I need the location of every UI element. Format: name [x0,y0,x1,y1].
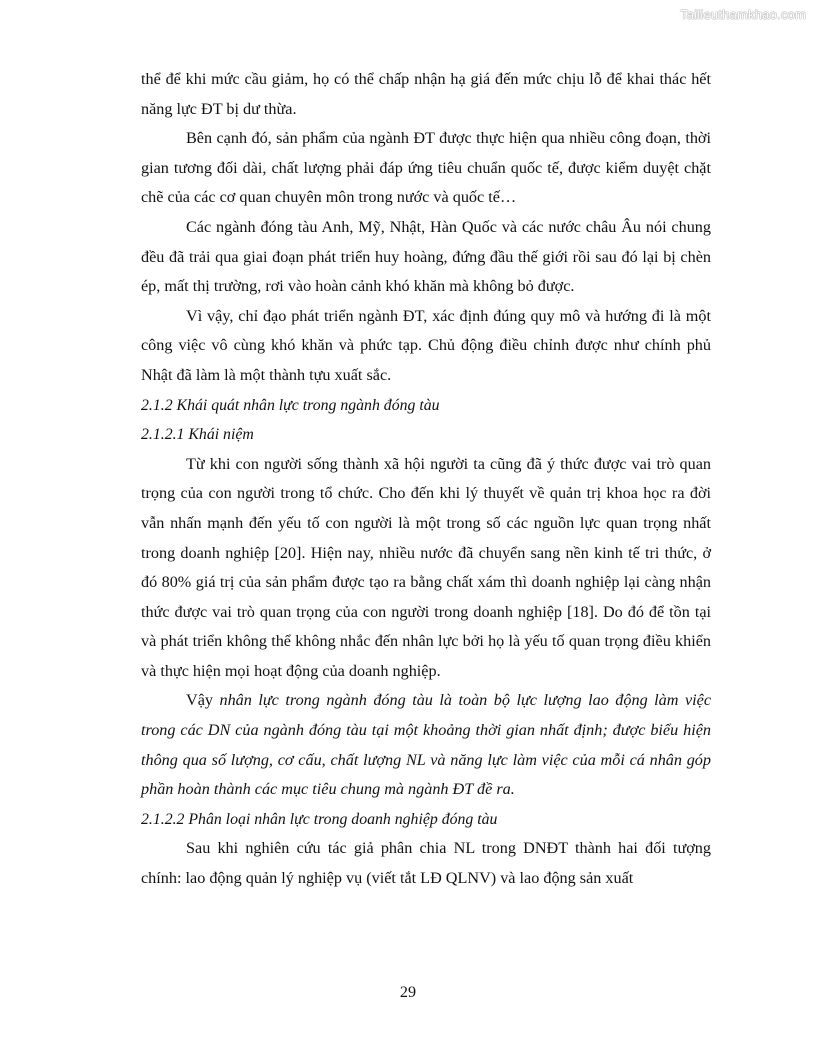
page-number: 29 [399,983,417,1001]
paragraph-shipbuilding-history: Các ngành đóng tàu Anh, Mỹ, Nhật, Hàn Quốc và các nước châu Âu nói chung đều đã trải qua giai đoạn phát triển huy hoàng, đứng đầu thế giới rồi sau đó lại bị chèn ép, mất thị trường, rơi vào hoàn cảnh khó khăn mà không bỏ được. [141,217,711,296]
paragraph-production-stages: Bên cạnh đó, sản phẩm của ngành ĐT được thực hiện qua nhiều công đoạn, thời gian tương đối dài, chất lượng phải đáp ứng tiêu chuẩn quốc tế, được kiểm duyệt chặt chẽ của các cơ quan chuyên môn trong nước và quốc tế… [141,129,711,207]
paragraph-human-role: Từ khi con người sống thành xã hội người ta cũng đã ý thức được vai trò quan trọng của con người trong tổ chức. Cho đến khi lý thuyết về quản trị khoa học ra đời vẫn nhấn mạnh đến yếu tố con người là một trong số các nguồn lực quan trọng nhất trong doanh nghiệp [20]. Hiện nay, nhiều nước đã chuyển sang nền kinh tế tri thức, ở đó 80% giá trị của sản phẩm được tạo ra bằng chất xám thì doanh nghiệp lại càng nhận thức được vai trò quan trọng của con người trong doanh nghiệp [18]. Do đó để tồn tại và phát triển không thể không nhắc đến nhân lực bởi họ là yếu tố quan trọng điều khiển và thực hiện mọi hoạt động của doanh nghiệp. [141,454,711,680]
paragraph-definition [141,686,711,804]
section-heading-2-1-2-2: 2.1.2.2 Phân loại nhân lực trong doanh nghiệp đóng tàu [141,810,498,828]
paragraph-classification: Sau khi nghiên cứu tác giả phân chia NL trong DNĐT thành hai đối tượng chính: lao động quản lý nghiệp vụ (viết tắt LĐ QLNV) và lao động sản xuất [141,839,711,888]
section-heading-2-1-2: 2.1.2 Khái quát nhân lực trong ngành đóng tàu [141,396,440,414]
definition-lead: Vậy [186,691,220,710]
paragraph-development-direction: Vì vậy, chỉ đạo phát triển ngành ĐT, xác định đúng quy mô và hướng đi là một công việc vô cùng khó khăn và phức tạp. Chủ động điều chỉnh được như chính phủ Nhật đã làm là một thành tựu xuất sắc. [141,306,711,384]
paragraph-continuation: thể để khi mức cầu giảm, họ có thể chấp nhận hạ giá đến mức chịu lỗ để khai thác hết năng lực ĐT bị dư thừa. [141,70,711,118]
section-heading-2-1-2-1: 2.1.2.1 Khái niệm [141,426,254,444]
definition-italic-text: nhân lực trong ngành đóng tàu là toàn bộ lực lượng lao động làm việc trong các DN của ngành đóng tàu tại một khoảng thời gian nhất định; được biểu hiện thông qua số lượng, cơ cấu, chất lượng NL và năng lực làm việc của mỗi cá nhân góp phần hoàn thành các mục tiêu chung mà ngành ĐT đề ra. [141,691,712,799]
watermark-text: Tailieuthamkhao.com [680,7,806,22]
document-body [141,65,711,894]
